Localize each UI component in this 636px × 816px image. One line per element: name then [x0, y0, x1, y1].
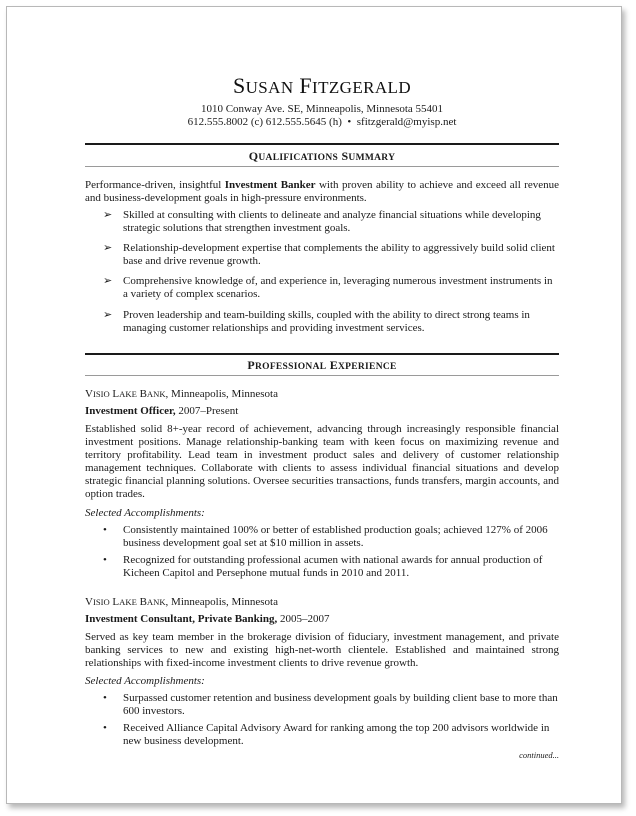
job-title-line: Investment Officer, 2007–Present — [85, 405, 239, 417]
section-rule-bottom — [85, 166, 559, 167]
employer-line: VISIO LAKE BANK, Minneapolis, Minnesota — [85, 388, 278, 400]
contact-line — [85, 116, 559, 129]
phone-numbers: 612.555.8002 (c) 612.555.5645 (h) — [187, 116, 342, 128]
bullet-dot-icon: • — [103, 692, 107, 704]
separator-dot: • — [347, 116, 352, 128]
experience-heading: PROFESSIONAL EXPERIENCE — [247, 358, 397, 372]
arrow-bullet-icon: ➢ — [103, 309, 113, 321]
job-title-line: Investment Consultant, Private Banking, 2005–2007 — [85, 613, 330, 625]
arrow-bullet-icon: ➢ — [103, 275, 113, 287]
bullet-dot-icon: • — [103, 722, 107, 734]
arrow-bullet-icon: ➢ — [103, 242, 113, 254]
qualifications-intro: Performance-driven, insightful Investment Banker with proven ability to achieve and exceed all revenue and business-development goals in high-pressure environments. — [85, 179, 559, 204]
bullet-dot-icon: • — [103, 554, 107, 566]
continued-note: continued... — [519, 750, 559, 760]
employer-line: VISIO LAKE BANK, Minneapolis, Minnesota — [85, 596, 278, 608]
email-address: sfitzgerald@myisp.net — [356, 116, 457, 128]
section-rule-top — [85, 353, 559, 355]
accomplishments-label: Selected Accomplishments: — [85, 675, 205, 687]
job-description: Established solid 8+-year record of achievement, advancing through increasingly responsible financial investment positions. Manage relationship-banking team with keen focus on maximizing revenue and territory profitability. Lead team in investment product sales and delivery of customer relationship management techniques. Collaborate with clients to assess individual financial situations and develop strategic financial planning solutions. Oversee securities transactions, funds transfers, margin accounts, and option trades. — [85, 423, 559, 500]
section-rule-top — [85, 143, 559, 145]
bullet-dot-icon: • — [103, 524, 107, 536]
resume-page: SUSAN FITZGERALD 1010 Conway Ave. SE, Minneapolis, Minnesota 55401 612.555.8002 (c) 612.555.5645 (h) • sfitzgerald@myisp.net QUALIFICATIONS SUMMARY Performance-driven, insightful Investment Banker with proven ability to achieve and exceed all revenue and business-development goals in high-pressure environments. ➢ Skilled at consulting with clients to delineate and analyze financial situations while developing strategic solutions that strengthen investment goals. ➢ Relationship-development expertise that complements the ability to aggressively build solid client base and drive revenue growth. ➢ Comprehensive knowledge of, and experience in, leveraging numerous investment instruments in a variety of complex scenarios. ➢ Proven leadership and team-building skills, coupled with the ability to direct strong teams in managing customer relationships and providing investment services. PROFESSIONAL EXPERIENCE VISIO LAKE BANK, Minneapolis, Minnesota Investment Officer, 2007–Present Established solid 8+-year record of achievement, advancing through increasingly responsible financial investment positions. Manage relationship-banking team with keen focus on maximizing revenue and territory profitability. Lead team in investment product sales and delivery of customer relationship management techniques. Collaborate with clients to assess individual financial situations and develop strategic financial planning solutions. Oversee securities transactions, funds transfers, margin accounts, and option trades. Selected Accomplishments: • Consistently maintained 100% or better of established production goals; achieved 127% of 2006 business development goal set at $10 million in assets. • Recognized for outstanding professional acumen with national awards for annual production of Kicheen Capitol and Persephone mutual funds in 2010 and 2011. VISIO LAKE BANK, Minneapolis, Minnesota Investment Consultant, Private Banking, 2005–2007 Served as key team member in the brokerage division of fiduciary, investment management, and private banking services to new and existing high-net-worth clientele. Established and maintained strong relationships with fixed-income investment clients to drive revenue growth. Selected Accomplishments: • Surpassed customer retention and business development goals by building client base to more than 600 investors. • Received Alliance Capital Advisory Award for ranking among the top 200 advisors worldwide in new business development. continued... — [6, 6, 622, 804]
qualifications-heading: QUALIFICATIONS SUMMARY — [248, 149, 396, 163]
accomplishments-label: Selected Accomplishments: — [85, 507, 205, 519]
arrow-bullet-icon: ➢ — [103, 209, 113, 221]
address-line: 1010 Conway Ave. SE, Minneapolis, Minnesota 55401 — [200, 103, 444, 115]
section-rule-bottom — [85, 375, 559, 376]
job-description: Served as key team member in the brokerage division of fiduciary, investment management, and private banking services to new and existing high-net-worth clientele. Established and maintained strong relationships with fixed-income investment clients to drive revenue growth. — [85, 631, 559, 669]
applicant-name: SUSAN FITZGERALD — [232, 73, 412, 98]
